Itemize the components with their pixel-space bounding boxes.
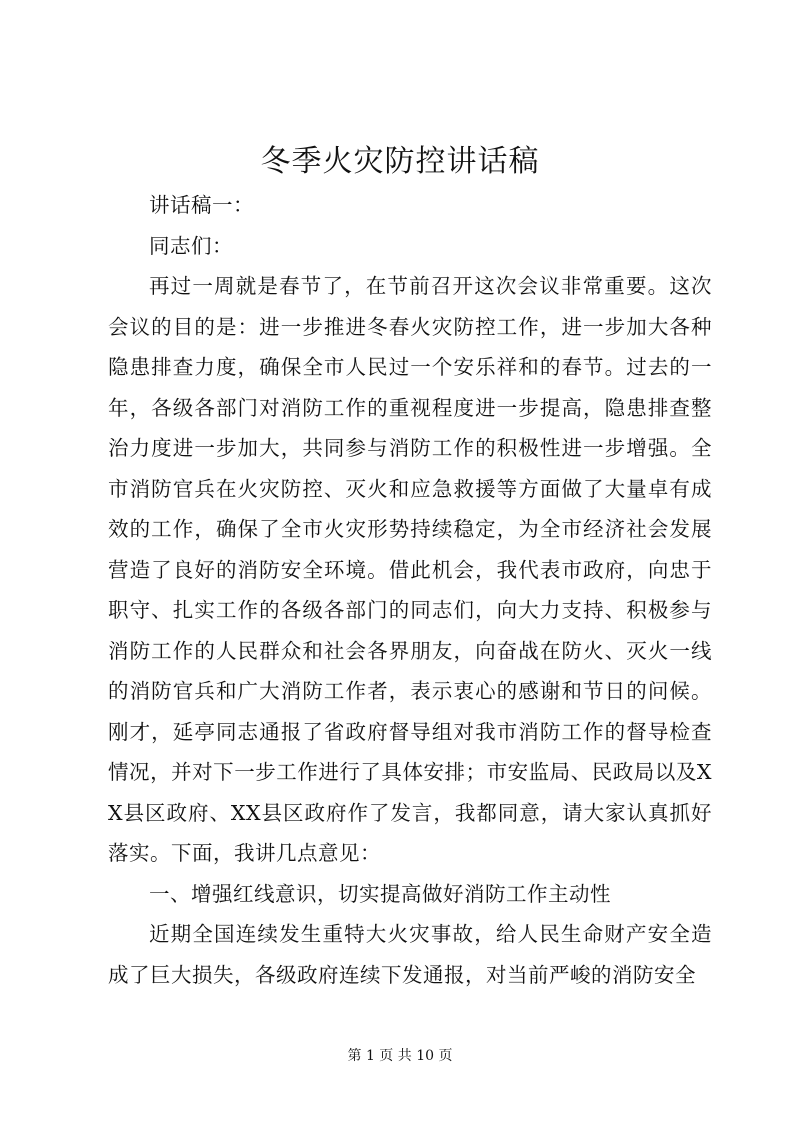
page-number-footer: 第 1 页 共 10 页 [347,1048,453,1064]
section-heading-1: 一、增强红线意识，切实提高做好消防工作主动性 [149,881,611,906]
document-title: 冬季火灾防控讲话稿 [260,144,540,179]
paragraph-opening: 再过一周就是春节了，在节前召开这次会议非常重要。这次会议的目的是：进一步推进冬春火灾防控工作，进一步加大各种隐患排查力度，确保全市人民过一个安乐祥和的春节。过去的一年，各级各部门对消防工作的重视程度进一步提高，隐患排查整治力度进一步加大，共同参与消防工作的积极性进一步增强。全市消防官兵在火灾防控、灭火和应急救援等方面做了大量卓有成效的工作，确保了全市火灾形势持续稳定，为全市经济社会发展营造了良好的消防安全环境。借此机会，我代表市政府，向忠于职守、扎实工作的各级各部门的同志们，向大力支持、积极参与消防工作的人民群众和社会各界朋友，向奋战在防火、灭火一线的消防官兵和广大消防工作者，表示衷心的感谢和节日的问候。刚才，延亭同志通报了省政府督导组对我市消防工作的督导检查情况，并对下一步工作进行了具体安排；市安监局、民政局以及XX县区政府、XX县区政府作了发言，我都同意，请大家认真抓好落实。下面，我讲几点意见： [108,274,712,865]
paragraph-salutation: 同志们： [149,233,233,258]
paragraph-section-1: 近期全国连续发生重特大火灾事故，给人民生命财产安全造成了巨大损失，各级政府连续下发通报，对当前严峻的消防安全 [108,922,712,987]
paragraph-speech-label: 讲话稿一： [149,193,254,217]
document-body [108,185,712,995]
